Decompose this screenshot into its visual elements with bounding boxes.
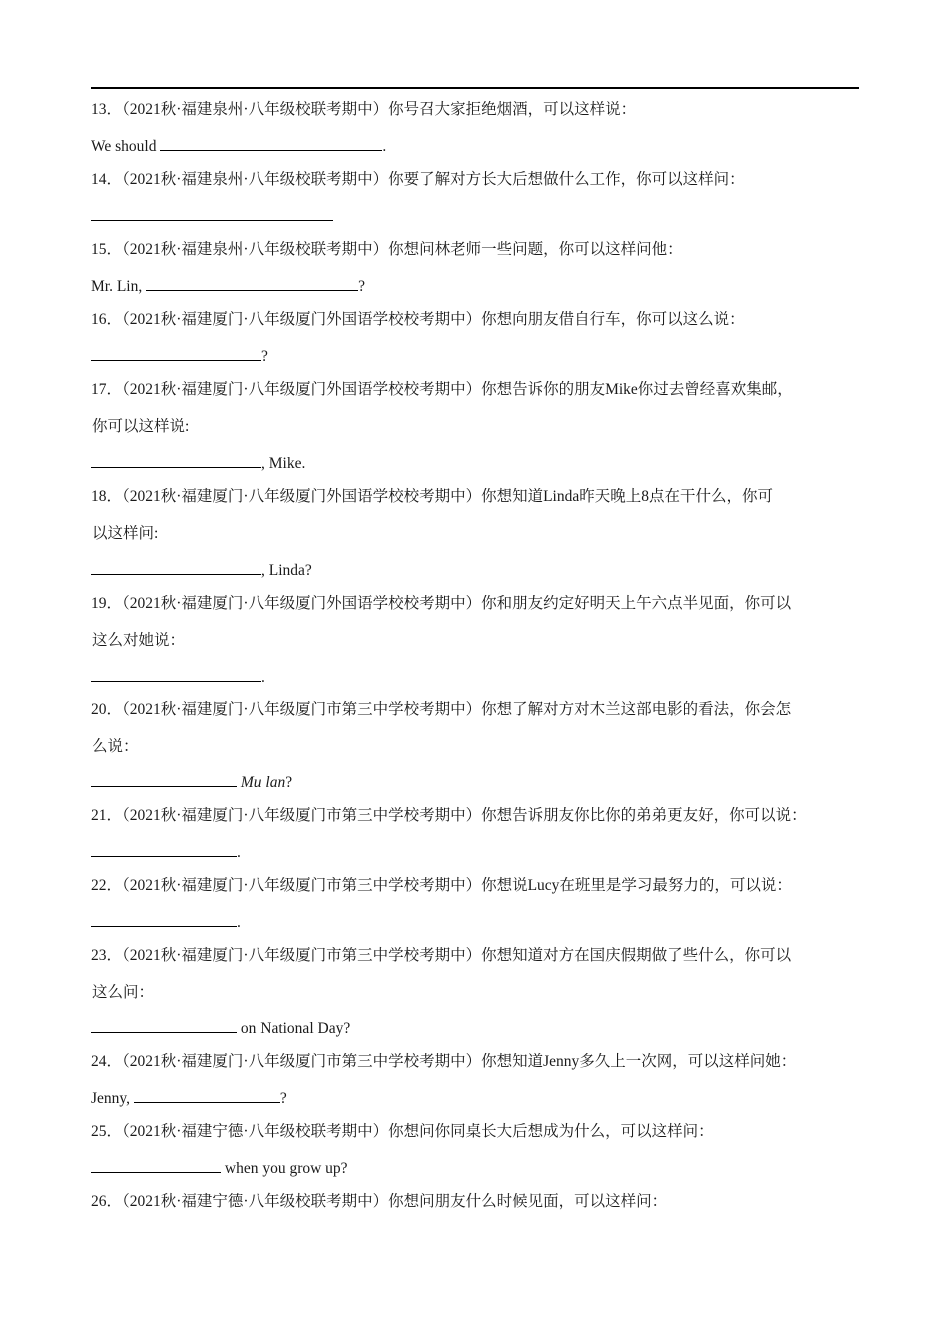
question-19-stem-cont: 这么对她说： (92, 632, 186, 649)
question-14-answer (91, 205, 333, 227)
header-rule (91, 87, 859, 89)
question-23-stem-cont: 这么问： (92, 984, 155, 1001)
question-20-answer (91, 771, 292, 793)
answer-suffix: ? (285, 774, 293, 791)
question-16-stem: 16．（2021秋·福建厦门·八年级厦门外国语学校校考期中）你想向朋友借自行车，你可以这么说： (91, 311, 745, 328)
question-23-stem: 23．（2021秋·福建厦门·八年级厦门市第三中学校考期中）你想知道对方在国庆假期做了些什么，你可以 (91, 947, 792, 964)
question-17-stem-cont: 你可以这样说: (92, 418, 190, 435)
answer-prefix: We should (91, 138, 161, 155)
question-13-stem: 13．（2021秋·福建泉州·八年级校联考期中）你号召大家拒绝烟酒，可以这样说： (91, 101, 637, 118)
answer-suffix: . (237, 844, 241, 861)
answer-blank[interactable] (91, 911, 237, 927)
answer-blank[interactable] (146, 275, 358, 291)
answer-blank[interactable] (91, 205, 333, 221)
question-19-answer (91, 666, 265, 688)
answer-suffix: . (261, 669, 265, 686)
answer-prefix: Mr. Lin, (91, 278, 147, 295)
answer-blank[interactable] (91, 559, 261, 575)
answer-blank[interactable] (91, 452, 261, 468)
question-17-stem: 17．（2021秋·福建厦门·八年级厦门外国语学校校考期中）你想告诉你的朋友Mike你过去曾经喜欢集邮， (91, 381, 793, 398)
answer-prefix: Jenny, (91, 1090, 134, 1107)
answer-suffix: ? (358, 278, 366, 295)
movie-title: Mu lan (240, 774, 286, 791)
question-18-stem: 18．（2021秋·福建厦门·八年级厦门外国语学校校考期中）你想知道Linda昨天晚上8点在干什么，你可 (91, 488, 773, 505)
question-24-answer (91, 1087, 287, 1109)
answer-blank[interactable] (160, 135, 382, 151)
question-16-answer (91, 345, 268, 367)
answer-blank[interactable] (91, 1157, 221, 1173)
question-15-answer (91, 275, 365, 297)
answer-blank[interactable] (91, 841, 237, 857)
question-25-answer (91, 1157, 348, 1179)
answer-blank[interactable] (91, 1017, 237, 1033)
answer-suffix: ? (279, 1090, 287, 1107)
answer-suffix: , Mike. (261, 455, 306, 472)
question-14-stem: 14．（2021秋·福建泉州·八年级校联考期中）你要了解对方长大后想做什么工作，你可以这样问： (91, 171, 745, 188)
answer-suffix: on National Day? (237, 1020, 351, 1037)
question-19-stem: 19．（2021秋·福建厦门·八年级厦门外国语学校校考期中）你和朋友约定好明天上午六点半见面，你可以 (91, 595, 792, 612)
question-21-answer (91, 841, 241, 863)
question-20-stem: 20．（2021秋·福建厦门·八年级厦门市第三中学校考期中）你想了解对方对木兰这部电影的看法，你会怎 (91, 701, 792, 718)
answer-blank[interactable] (134, 1087, 280, 1103)
question-15-stem: 15．（2021秋·福建泉州·八年级校联考期中）你想问林老师一些问题，你可以这样问他： (91, 241, 683, 258)
question-17-answer (91, 452, 305, 474)
answer-suffix: . (237, 914, 241, 931)
answer-blank[interactable] (91, 771, 237, 787)
answer-blank[interactable] (91, 666, 261, 682)
question-25-stem: 25．（2021秋·福建宁德·八年级校联考期中）你想问你同桌长大后想成为什么，可以这样问： (91, 1123, 714, 1140)
answer-suffix: . (382, 138, 387, 155)
question-24-stem: 24．（2021秋·福建厦门·八年级厦门市第三中学校考期中）你想知道Jenny多久上一次网，可以这样问她： (91, 1053, 797, 1070)
question-21-stem: 21．（2021秋·福建厦门·八年级厦门市第三中学校考期中）你想告诉朋友你比你的弟弟更友好，你可以说： (91, 807, 807, 824)
question-18-stem-cont: 以这样问: (92, 525, 159, 542)
answer-suffix: when you grow up? (221, 1160, 348, 1177)
question-20-stem-cont: 么说： (92, 738, 139, 755)
answer-suffix: , Linda? (261, 562, 312, 579)
answer-suffix: ? (261, 348, 268, 365)
question-26-stem: 26．（2021秋·福建宁德·八年级校联考期中）你想问朋友什么时候见面，可以这样问： (91, 1193, 668, 1210)
question-22-answer (91, 911, 241, 933)
question-13-answer (91, 135, 386, 157)
question-23-answer (91, 1017, 350, 1039)
answer-blank[interactable] (91, 345, 261, 361)
question-22-stem: 22．（2021秋·福建厦门·八年级厦门市第三中学校考期中）你想说Lucy在班里是学习最努力的，可以说： (91, 877, 792, 894)
question-18-answer (91, 559, 312, 581)
